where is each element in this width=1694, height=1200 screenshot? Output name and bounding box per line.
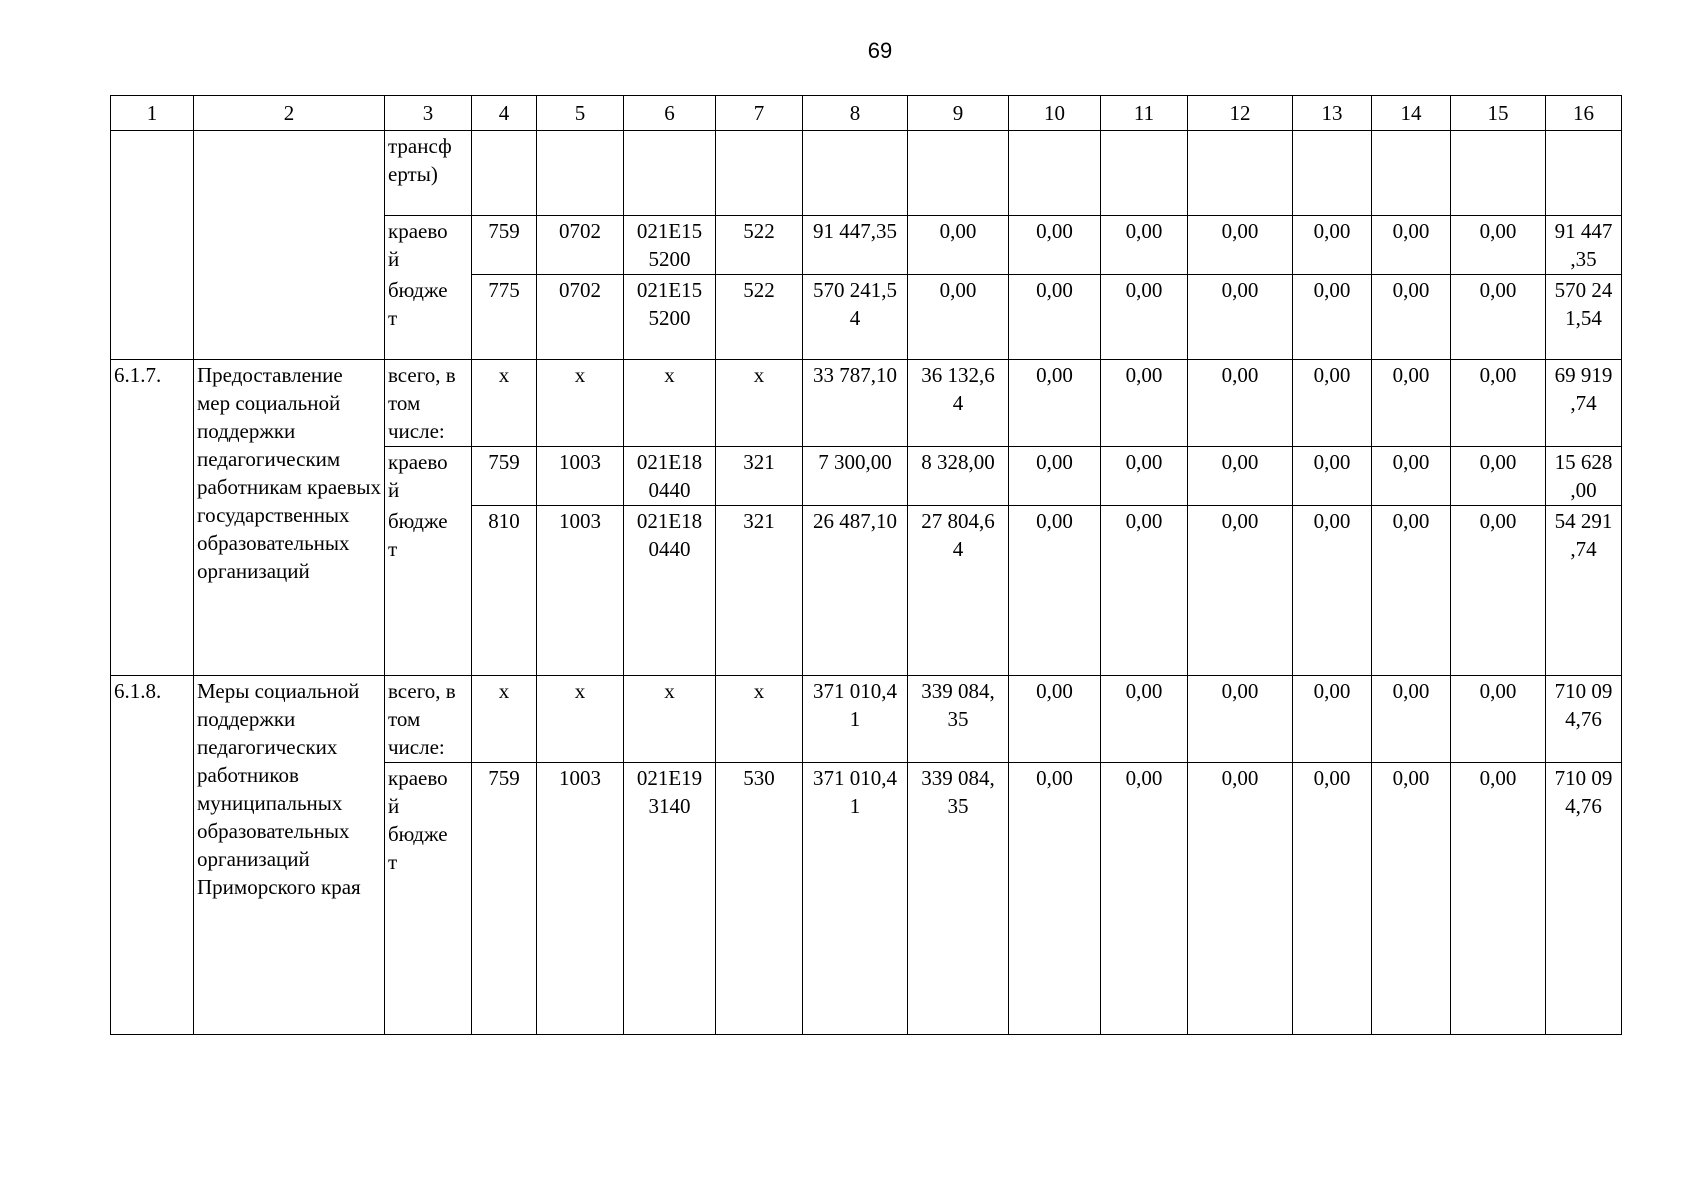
table-cell	[1293, 131, 1372, 216]
table-row	[111, 360, 1622, 447]
source-cell: трансф ерты)	[385, 131, 472, 216]
table-cell: 339 084, 35	[908, 763, 1009, 1035]
table-cell: 0,00	[1188, 275, 1293, 360]
table-cell: 0,00	[1009, 275, 1101, 360]
table-cell: 0,00	[1293, 763, 1372, 1035]
row-name-cell: Предоставление мер социальной поддержки педагогическим работникам краевых государственных образовательных организаций	[194, 360, 385, 676]
table-cell: 021Е18 0440	[624, 447, 716, 506]
table-cell: 522	[716, 275, 803, 360]
header-cell: 6	[624, 96, 716, 131]
table-cell: 0,00	[908, 216, 1009, 275]
table-cell: 91 447 ,35	[1546, 216, 1622, 275]
table-cell: 0,00	[1009, 447, 1101, 506]
table-cell: 321	[716, 506, 803, 676]
table-cell: 1003	[537, 447, 624, 506]
table-cell: 0,00	[1451, 275, 1546, 360]
table-cell: 0,00	[1293, 506, 1372, 676]
table-cell: 775	[472, 275, 537, 360]
table-cell: 54 291 ,74	[1546, 506, 1622, 676]
table-row	[111, 131, 1622, 216]
table-cell	[1451, 131, 1546, 216]
table-cell: 0,00	[1451, 216, 1546, 275]
table-cell: 27 804,6 4	[908, 506, 1009, 676]
table-cell: 0,00	[1009, 763, 1101, 1035]
source-cell: бюдже т	[385, 275, 472, 360]
header-cell: 11	[1101, 96, 1188, 131]
table-cell: 0,00	[1101, 447, 1188, 506]
table-cell: 0,00	[1293, 275, 1372, 360]
table-cell: 0,00	[1188, 447, 1293, 506]
table-cell: 570 24 1,54	[1546, 275, 1622, 360]
table-cell: 15 628 ,00	[1546, 447, 1622, 506]
table-cell: 0,00	[1188, 763, 1293, 1035]
header-cell: 3	[385, 96, 472, 131]
table-cell: 530	[716, 763, 803, 1035]
table-cell: 0,00	[1372, 763, 1451, 1035]
table-cell: 321	[716, 447, 803, 506]
table-cell	[716, 131, 803, 216]
table-cell: 0,00	[1372, 360, 1451, 447]
row-number-cell	[111, 131, 194, 360]
page-number: 69	[867, 38, 893, 63]
row-number-cell: 6.1.7.	[111, 360, 194, 676]
header-cell: 1	[111, 96, 194, 131]
table-cell: 0,00	[1451, 676, 1546, 763]
table-cell: 0,00	[1372, 506, 1451, 676]
table-cell: 0,00	[1188, 506, 1293, 676]
table-row	[111, 676, 1622, 763]
table-cell: х	[472, 360, 537, 447]
table-cell: 522	[716, 216, 803, 275]
table-cell: 021Е18 0440	[624, 506, 716, 676]
source-cell: всего, в том числе:	[385, 676, 472, 763]
table-cell: х	[624, 360, 716, 447]
row-number-cell: 6.1.8.	[111, 676, 194, 1035]
table-cell: х	[716, 676, 803, 763]
table-cell: 0,00	[1293, 676, 1372, 763]
table-cell	[1188, 131, 1293, 216]
header-cell: 15	[1451, 96, 1546, 131]
header-cell: 8	[803, 96, 908, 131]
table-cell: 0,00	[1101, 763, 1188, 1035]
table-cell: 0,00	[1101, 275, 1188, 360]
table-cell: 0702	[537, 216, 624, 275]
table-cell: 91 447,35	[803, 216, 908, 275]
table-cell: 69 919 ,74	[1546, 360, 1622, 447]
table-cell: 26 487,10	[803, 506, 908, 676]
header-cell: 9	[908, 96, 1009, 131]
table-cell: 0,00	[1451, 447, 1546, 506]
table-cell: 0,00	[1188, 216, 1293, 275]
table-cell: 0,00	[1009, 506, 1101, 676]
source-cell: краево й	[385, 447, 472, 506]
table-cell: 810	[472, 506, 537, 676]
table-cell: 0,00	[1188, 676, 1293, 763]
table-cell: 1003	[537, 506, 624, 676]
header-cell: 12	[1188, 96, 1293, 131]
header-cell: 10	[1009, 96, 1101, 131]
header-cell: 16	[1546, 96, 1622, 131]
table-cell: 0,00	[1009, 676, 1101, 763]
table-cell: 0,00	[1101, 506, 1188, 676]
table-cell: х	[472, 676, 537, 763]
table-cell: 0,00	[1372, 447, 1451, 506]
table-cell: 0,00	[1451, 360, 1546, 447]
table-cell: 371 010,4 1	[803, 763, 908, 1035]
table-cell: 759	[472, 216, 537, 275]
header-row	[111, 96, 1622, 131]
header-cell: 7	[716, 96, 803, 131]
source-cell: бюдже т	[385, 506, 472, 676]
table-cell	[624, 131, 716, 216]
table-cell: 0,00	[1101, 676, 1188, 763]
budget-table	[110, 95, 1622, 1035]
table-cell: 339 084, 35	[908, 676, 1009, 763]
table-cell: 021Е15 5200	[624, 275, 716, 360]
table-cell	[1009, 131, 1101, 216]
table-cell: 7 300,00	[803, 447, 908, 506]
header-cell: 2	[194, 96, 385, 131]
table-cell	[1546, 131, 1622, 216]
table-cell: 8 328,00	[908, 447, 1009, 506]
row-name-cell: Меры социальной поддержки педагогических работников муниципальных образовательных организаций Приморского края	[194, 676, 385, 1035]
table-cell: 0,00	[1372, 275, 1451, 360]
source-cell: краево й бюдже т	[385, 763, 472, 1035]
table-cell: 0,00	[1101, 216, 1188, 275]
table-cell: 1003	[537, 763, 624, 1035]
table-cell: х	[537, 676, 624, 763]
table-cell: 0,00	[1372, 216, 1451, 275]
table-cell: 0,00	[1451, 506, 1546, 676]
table-cell: 759	[472, 447, 537, 506]
table-cell: 570 241,5 4	[803, 275, 908, 360]
table-cell: х	[537, 360, 624, 447]
header-cell: 4	[472, 96, 537, 131]
table-cell: 0,00	[1293, 447, 1372, 506]
table-cell: 36 132,6 4	[908, 360, 1009, 447]
source-cell: краево й	[385, 216, 472, 275]
table-cell	[1372, 131, 1451, 216]
table-cell: 0,00	[1293, 360, 1372, 447]
header-cell: 13	[1293, 96, 1372, 131]
row-name-cell	[194, 131, 385, 360]
table-cell: 0,00	[1101, 360, 1188, 447]
header-cell: 5	[537, 96, 624, 131]
table-cell: 0,00	[1372, 676, 1451, 763]
table-cell: 021Е15 5200	[624, 216, 716, 275]
table-cell: 0,00	[1293, 216, 1372, 275]
table-cell: 0702	[537, 275, 624, 360]
table-cell: 710 09 4,76	[1546, 676, 1622, 763]
table-cell: х	[624, 676, 716, 763]
source-cell: всего, в том числе:	[385, 360, 472, 447]
table-cell: 0,00	[908, 275, 1009, 360]
table-cell: 710 09 4,76	[1546, 763, 1622, 1035]
table-cell	[1101, 131, 1188, 216]
table-cell: 0,00	[1451, 763, 1546, 1035]
table-cell: 33 787,10	[803, 360, 908, 447]
table-cell: 759	[472, 763, 537, 1035]
table-cell	[908, 131, 1009, 216]
table-cell: 0,00	[1009, 216, 1101, 275]
table-cell: х	[716, 360, 803, 447]
table-cell	[472, 131, 537, 216]
table-cell: 371 010,4 1	[803, 676, 908, 763]
table-cell: 021Е19 3140	[624, 763, 716, 1035]
table-cell	[803, 131, 908, 216]
table-cell: 0,00	[1188, 360, 1293, 447]
table-cell	[537, 131, 624, 216]
header-cell: 14	[1372, 96, 1451, 131]
table-cell: 0,00	[1009, 360, 1101, 447]
